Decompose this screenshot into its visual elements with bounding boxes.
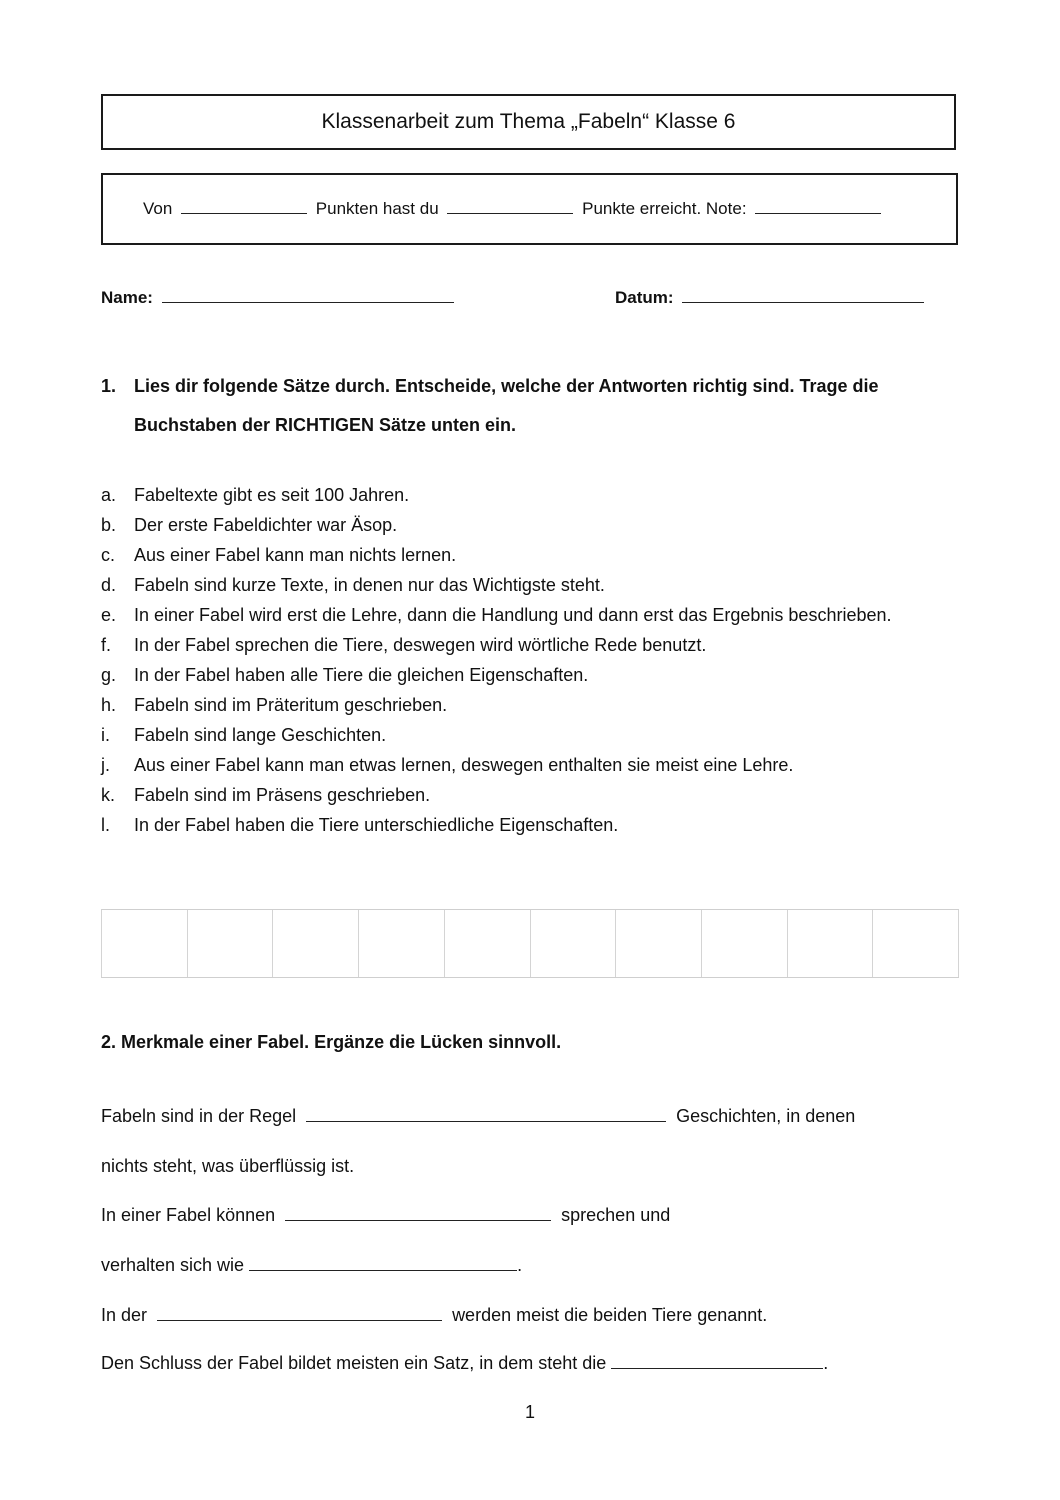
gap-text-before: nichts steht, was überflüssig ist. (101, 1156, 355, 1176)
gap-line-2 (101, 1156, 354, 1177)
statement-item (101, 630, 961, 660)
answer-cell[interactable] (273, 910, 359, 977)
gap-line-6 (101, 1353, 828, 1374)
statement-text: Fabeln sind im Präsens geschrieben. (134, 785, 431, 805)
gap-line-1 (101, 1106, 855, 1127)
gap-text-before: Fabeln sind in der Regel (101, 1106, 297, 1126)
statement-letter: i. (101, 725, 110, 745)
statement-letter: j. (101, 755, 110, 775)
total-points-field[interactable] (181, 199, 307, 214)
answer-cell[interactable] (873, 910, 959, 977)
statement-text: In der Fabel haben alle Tiere die gleichen Eigenschaften. (134, 665, 589, 685)
gap-text-before: Den Schluss der Fabel bildet meisten ein Satz, in dem steht die (101, 1353, 607, 1373)
question-1-text: Lies dir folgende Sätze durch. Entscheide, welche der Antworten richtig sind. Trage die Buchstaben der RICHTIGEN Sätze unten ein. (134, 376, 879, 435)
answer-cell[interactable] (702, 910, 788, 977)
statement-letter: b. (101, 515, 117, 535)
statement-item (101, 600, 961, 630)
statement-text: In einer Fabel wird erst die Lehre, dann die Handlung und dann erst das Ergebnis beschrieben. (134, 605, 892, 625)
statement-item (101, 540, 961, 570)
name-row (101, 288, 458, 308)
statement-letter: d. (101, 575, 117, 595)
statement-letter: l. (101, 815, 110, 835)
statement-item (101, 810, 961, 840)
statement-text: Fabeln sind kurze Texte, in denen nur das Wichtigste steht. (134, 575, 605, 595)
statement-list (101, 480, 961, 840)
score-box (101, 173, 958, 245)
statement-text: Aus einer Fabel kann man etwas lernen, deswegen enthalten sie meist eine Lehre. (134, 755, 794, 775)
answer-cell[interactable] (359, 910, 445, 977)
statement-letter: f. (101, 635, 112, 655)
statement-text: Fabeln sind im Präteritum geschrieben. (134, 695, 448, 715)
statement-letter: c. (101, 545, 116, 565)
answer-cell[interactable] (531, 910, 617, 977)
statement-letter: e. (101, 605, 117, 625)
gap-text-after: . (517, 1255, 523, 1275)
gap-field-1[interactable] (306, 1106, 666, 1122)
score-label-von: Von (143, 199, 173, 218)
statement-text: In der Fabel sprechen die Tiere, deswegen wird wörtliche Rede benutzt. (134, 635, 707, 655)
gap-text-after: sprechen und (561, 1205, 671, 1225)
date-field[interactable] (682, 288, 924, 303)
gap-line-4 (101, 1255, 522, 1276)
answer-cell[interactable] (102, 910, 188, 977)
page-number: 1 (524, 1402, 535, 1422)
gap-text-before: In der (101, 1305, 148, 1325)
statement-letter: k. (101, 785, 116, 805)
gap-line-3 (101, 1205, 670, 1226)
name-label: Name: (101, 288, 153, 307)
grade-field[interactable] (755, 199, 881, 214)
statement-item (101, 510, 961, 540)
gap-text-after: . (823, 1353, 829, 1373)
gap-field-5[interactable] (611, 1353, 823, 1369)
score-label-punkten: Punkten hast du (315, 199, 439, 218)
statement-text: Fabeln sind lange Geschichten. (134, 725, 387, 745)
statement-text: Aus einer Fabel kann man nichts lernen. (134, 545, 457, 565)
answer-cell[interactable] (616, 910, 702, 977)
statement-item (101, 570, 961, 600)
statement-text: In der Fabel haben die Tiere unterschiedliche Eigenschaften. (134, 815, 619, 835)
name-field[interactable] (162, 288, 454, 303)
statement-letter: a. (101, 485, 117, 505)
statement-text: Fabeltexte gibt es seit 100 Jahren. (134, 485, 410, 505)
answer-grid (101, 909, 959, 978)
score-line (143, 199, 885, 219)
gap-text-after: Geschichten, in denen (676, 1106, 856, 1126)
statement-item (101, 780, 961, 810)
question-2-title: 2. Merkmale einer Fabel. Ergänze die Lücken sinnvoll. (101, 1032, 562, 1052)
statement-item (101, 480, 961, 510)
statement-letter: h. (101, 695, 117, 715)
gap-text-before: verhalten sich wie (101, 1255, 245, 1275)
achieved-points-field[interactable] (447, 199, 573, 214)
gap-field-4[interactable] (157, 1305, 442, 1321)
statement-text: Der erste Fabeldichter war Äsop. (134, 515, 398, 535)
question-1 (101, 367, 971, 445)
answer-cell[interactable] (788, 910, 874, 977)
title-box (101, 94, 956, 150)
gap-text-after: werden meist die beiden Tiere genannt. (452, 1305, 768, 1325)
statement-item (101, 690, 961, 720)
gap-field-2[interactable] (285, 1205, 551, 1221)
date-row (615, 288, 928, 308)
answer-cell[interactable] (445, 910, 531, 977)
date-label: Datum: (615, 288, 674, 307)
statement-item (101, 750, 961, 780)
statement-item (101, 660, 961, 690)
question-1-number: 1. (101, 376, 117, 396)
statement-letter: g. (101, 665, 117, 685)
statement-item (101, 720, 961, 750)
page-title: Klassenarbeit zum Thema „Fabeln“ Klasse 6 (321, 110, 736, 133)
answer-cell[interactable] (188, 910, 274, 977)
score-label-note: Punkte erreicht. Note: (582, 199, 747, 218)
gap-text-before: In einer Fabel können (101, 1205, 276, 1225)
gap-field-3[interactable] (249, 1255, 517, 1271)
gap-line-5 (101, 1305, 767, 1326)
